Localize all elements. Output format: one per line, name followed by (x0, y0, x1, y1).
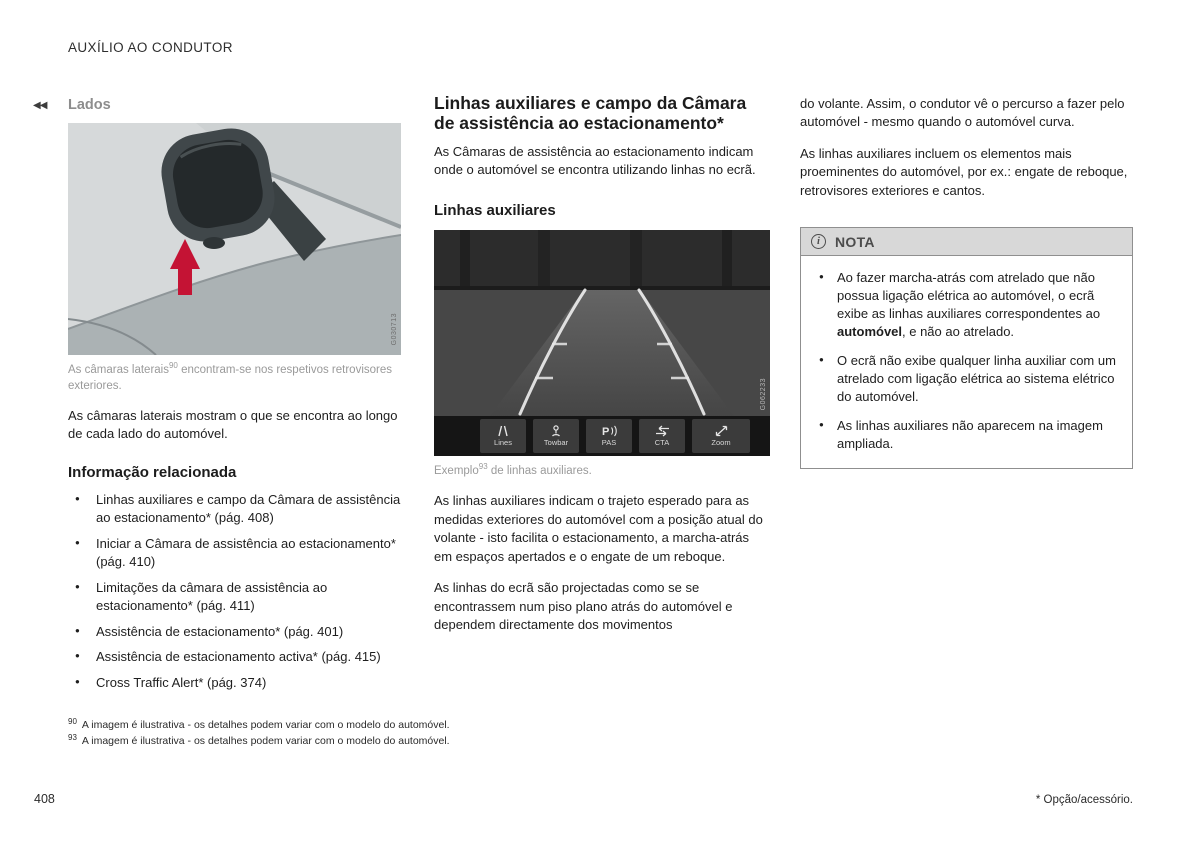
note-list (801, 256, 1132, 467)
note-item-text: O ecrã não exibe qualquer linha auxiliar com um atrelado com ligação elétrica ao sistema elétrico do automóvel. (837, 353, 1116, 404)
camera-caption (434, 464, 770, 480)
camera-button-towbar (533, 419, 579, 453)
article-title: Linhas auxiliares e campo da Câmara de assistência ao estacionamento* (434, 93, 747, 134)
related-link: ● Cross Traffic Alert* (pág. 374) (68, 674, 401, 692)
camera-button-cta (639, 419, 685, 453)
article-intro: As Câmaras de assistência ao estacionamento indicam onde o automóvel se encontra utilizando linhas no ecrã. (434, 143, 756, 178)
towbar-icon (550, 425, 562, 437)
camera-button-label: Towbar (543, 438, 569, 448)
cross-traffic-alert-icon (654, 425, 671, 437)
note-item-text: As linhas auxiliares não aparecem na imagem ampliada. (837, 417, 1103, 451)
caption-text: As câmaras laterais (68, 364, 169, 376)
option-footnote: * Opção/acessório. (1035, 794, 1133, 806)
related-link: ● Iniciar a Câmara de assistência ao estacionamento* (pág. 410) (68, 535, 401, 572)
related-link: ● Assistência de estacionamento activa* (pág. 415) (68, 648, 401, 666)
image-ref-code: G062233 (760, 377, 767, 410)
camera-button-label: Lines (494, 438, 512, 448)
note-header (801, 228, 1132, 256)
camera-button-lines (480, 419, 526, 453)
camera-button-label: PAS (601, 438, 617, 448)
camera-button-label: Zoom (711, 438, 731, 448)
note-item-text: Ao fazer marcha-atrás com atrelado que não possua ligação elétrica ao automóvel, o ecrã exibe as linhas auxiliares correspondentes ao (837, 270, 1101, 322)
right-column (800, 95, 1133, 469)
footnotes (68, 717, 628, 750)
footnote-marker: 93 (68, 732, 77, 742)
camera-view-figure (434, 230, 770, 456)
footnote-marker: 93 (478, 462, 488, 472)
zoom-icon (715, 425, 728, 437)
footnote-text: A imagem é ilustrativa - os detalhes podem variar com o modelo do automóvel. (81, 735, 450, 748)
footnote-marker: 90 (68, 716, 77, 726)
note-item (815, 417, 1118, 453)
footnote-text: A imagem é ilustrativa - os detalhes podem variar com o modelo do automóvel. (81, 719, 450, 731)
caption-text: encontram-se nos respetivos retrovisores exteriores. (68, 364, 393, 392)
note-box (800, 227, 1133, 468)
subsection-title: Linhas auxiliares (434, 201, 556, 219)
side-mirror-figure (68, 123, 401, 355)
caption-text: Exemplo (434, 464, 479, 477)
related-link: ● Linhas auxiliares e campo da Câmara de assistência ao estacionamento* (pág. 408) (68, 491, 401, 528)
camera-button-zoom (692, 419, 750, 453)
lados-body-paragraph: As câmaras laterais mostram o que se encontra ao longo de cada lado do automóvel. (68, 408, 398, 442)
footnote-marker: 90 (168, 361, 178, 371)
camera-button-pas (586, 419, 632, 453)
note-item (815, 352, 1118, 406)
continued-paragraph-2: As linhas auxiliares incluem os elementos mais proeminentes do automóvel, por ex.: engate de reboque, retrovisores exteriores e cantos. (800, 145, 1128, 198)
footnote (68, 733, 628, 749)
info-icon-glyph: i (817, 235, 820, 247)
page-number: 408 (34, 792, 55, 806)
camera-nub-shape (203, 237, 225, 249)
note-item (815, 269, 1118, 341)
guide-lines-icon (495, 425, 511, 437)
park-assist-icon (601, 425, 618, 437)
related-info-list (68, 491, 401, 692)
camera-button-label: CTA (654, 438, 670, 448)
svg-text:P: P (601, 426, 609, 438)
back-chevrons-icon: ◀◀ (33, 100, 47, 111)
image-ref-code: G030713 (391, 312, 398, 345)
guide-lines-paragraph-1: As linhas auxiliares indicam o trajeto esperado para as medidas exteriores do automóvel com a posição atual do volante - isto facilita o estacionamento, a marcha-atrás em espaços apertados e o engate de um reboque. (434, 493, 763, 564)
running-header: AUXÍLIO AO CONDUTOR (68, 40, 233, 55)
note-title: NOTA (835, 233, 875, 250)
related-info-title: Informação relacionada (68, 463, 237, 481)
mirror-caption (68, 363, 401, 394)
left-column (68, 97, 401, 699)
related-link: ● Assistência de estacionamento* (pág. 401) (68, 623, 401, 641)
camera-toolbar (434, 416, 770, 456)
caption-text: de linhas auxiliares. (487, 464, 592, 477)
middle-column (434, 93, 770, 635)
note-item-text: , e não ao atrelado. (902, 324, 1015, 340)
note-item-bold: automóvel (837, 324, 903, 340)
guide-lines-paragraph-2: As linhas do ecrã são projectadas como se se encontrassem num piso plano atrás do automóvel e dependem directamente dos movimentos (434, 580, 733, 633)
info-icon (811, 234, 826, 249)
related-link: ● Limitações da câmara de assistência ao estacionamento* (pág. 411) (68, 579, 401, 616)
continued-paragraph-1: do volante. Assim, o condutor vê o percurso a fazer pelo automóvel - mesmo quando o automóvel curva. (800, 96, 1125, 130)
footnote (68, 717, 628, 733)
section-title-lados: Lados (68, 97, 111, 113)
side-mirror-illustration (68, 123, 401, 355)
